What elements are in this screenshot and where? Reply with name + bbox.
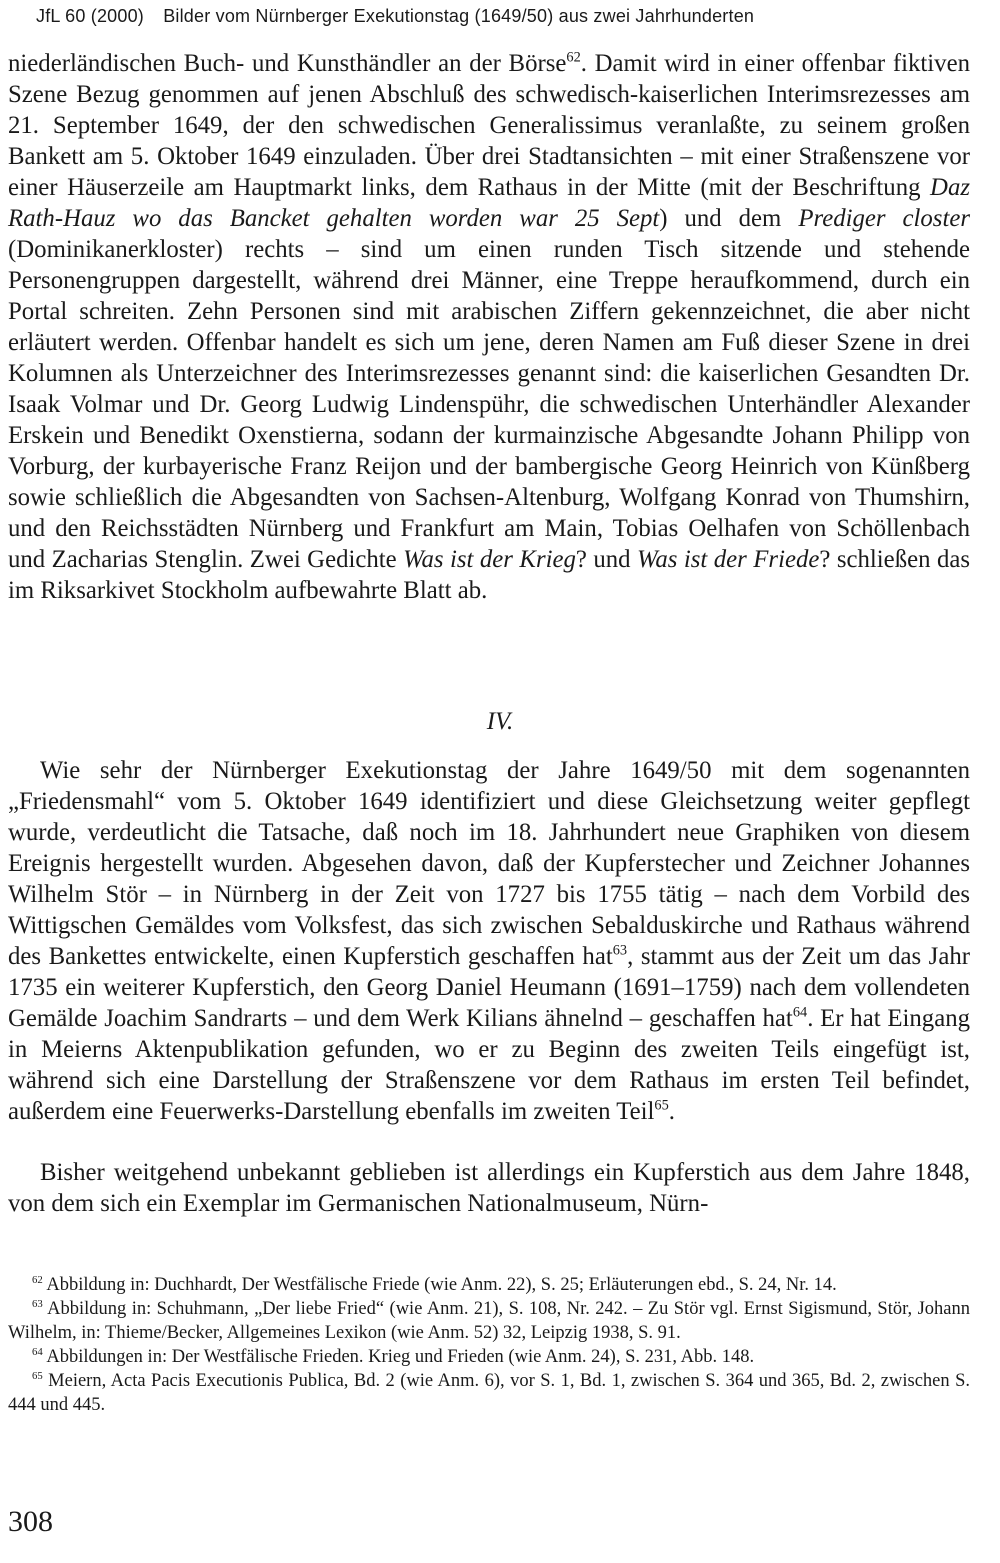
text-run: , stammt aus der Zeit um das Jahr 1735 ein weiterer Kupferstich, den Georg Daniel Heumann (1691–1759) nach dem vollendeten Gemälde Joachim Sandrarts – und dem Werk Kilians ähnelnd – geschaffen hat — [8, 943, 970, 1032]
footnote-ref-62[interactable]: 62 — [566, 49, 581, 66]
article-title: Bilder vom Nürnberger Exekutionstag (1649/50) aus zwei Jahrhunderten — [163, 6, 755, 26]
body-paragraph-2 — [8, 755, 970, 1127]
footnote-64 — [8, 1345, 970, 1369]
footnote-number: 62 — [32, 1273, 43, 1286]
running-head — [36, 6, 976, 27]
italic-quote: Daz Rath-Hauz wo das Bancket gehalten worden war 25 Sept — [8, 174, 970, 232]
text-run: niederländischen Buch- und Kunsthändler an der Börse — [8, 50, 567, 77]
footnote-ref-64[interactable]: 64 — [792, 1004, 808, 1021]
footnote-text: Abbildungen in: Der Westfälische Frieden. Krieg und Frieden (wie Anm. 24), S. 231, Abb. 148. — [46, 1347, 755, 1367]
footnote-62 — [8, 1273, 970, 1297]
footnote-65 — [8, 1369, 970, 1417]
text-run: (Dominikanerkloster) rechts – sind um einen runden Tisch sitzende und stehende Personengruppen dargestellt, während drei Männer, eine Treppe heraufkommend, durch ein Portal schreiten. Zehn Personen sind mit arabischen Ziffern gekennzeichnet, die aber nicht erläutert werden. Offenbar handelt es sich um jene, deren Namen am Fuß dieser Szene in drei Kolumnen als Unterzeichner des Interimsrezesses genannt sind: die kaiserlichen Gesandten Dr. Isaak Volmar und Dr. Georg Ludwig Lindenspühr, die schwedischen Unterhändler Alexander Erskein und Benedikt Oxenstierna, sodann der kurmainzische Abgesandte Johann Philipp von Vorburg, der kurbayerische Franz Reijon und der bambergische Georg Heinrich von Künßberg sowie schließlich die Abgesandten von Sachsen-Altenburg, Wolfgang Konrad von Thumshirn, und den Reichsstädten Nürnberg und Frankfurt am Main, Tobias Oelhafen von Schöllenbach und Zacharias Stenglin. Zwei Gedichte — [8, 236, 970, 573]
italic-title: Was ist der Krieg — [403, 546, 576, 573]
text-run: . Damit wird in einer offenbar fiktiven Szene Bezug genommen auf jenen Abschluß des schwedisch-kaiserlichen Interimsrezesses am 21. September 1649, der den schwedischen Generalissimus veranlaßte, zu seinem großen Bankett am 5. Oktober 1649 einzuladen. Über drei Stadtansichten – mit einer Straßenszene vor einer Häuserzeile am Hauptmarkt links, dem Rathaus in der Mitte (mit der Beschriftung — [8, 50, 970, 201]
section-heading: IV. — [486, 708, 514, 735]
body-paragraph-3: Bisher weitgehend unbekannt geblieben ist allerdings ein Kupferstich aus dem Jahre 1848, von dem sich ein Exemplar im Germanischen Nationalmuseum, Nürn- — [8, 1159, 970, 1217]
journal-reference: JfL 60 (2000) — [36, 6, 144, 26]
text-run: ? und — [575, 546, 638, 573]
italic-title: Was ist der Friede — [637, 546, 820, 573]
body-paragraph-1 — [8, 48, 970, 606]
footnote-text: Meiern, Acta Pacis Executionis Publica, Bd. 2 (wie Anm. 6), vor S. 1, Bd. 1, zwischen S. 364 und 365, Bd. 2, zwischen S. 444 und 445. — [8, 1371, 970, 1415]
footnote-ref-63[interactable]: 63 — [612, 942, 628, 959]
italic-quote: Prediger closter — [798, 205, 970, 232]
footnote-63 — [8, 1297, 970, 1345]
text-run: Wie sehr der Nürnberger Exekutionstag der Jahre 1649/50 mit dem sogenannten „Friedensmahl“ vom 5. Oktober 1649 identifiziert und diese Gleichsetzung weiter gepflegt wurde, verdeutlicht die Tatsache, daß noch im 18. Jahrhundert neue Graphiken von diesem Ereignis hergestellt wurden. Abgesehen davon, daß der Kupferstecher und Zeichner Johannes Wilhelm Stör – in Nürnberg in der Zeit von 1727 bis 1755 tätig – nach dem Vorbild des Wittigschen Gemäldes vom Volksfest, das sich zwischen Sebalduskirche und Rathaus während des Bankettes entwickelte, einen Kupferstich geschaffen hat — [8, 757, 970, 970]
footnote-text: Abbildung in: Duchhardt, Der Westfälische Friede (wie Anm. 22), S. 25; Erläuterungen ebd., S. 24, Nr. 14. — [46, 1275, 837, 1295]
text-run: . Er hat Eingang in Meierns Aktenpublikation gefunden, wo er zu Beginn des zweiten Teils eingefügt ist, während sich eine Darstellung der Straßenszene vor dem Rathaus im ersten Teil befindet, außerdem eine Feuerwerks-Darstellung ebenfalls im zweiten Teil — [8, 1005, 970, 1125]
footnote-number: 65 — [32, 1369, 43, 1382]
footnote-ref-65[interactable]: 65 — [654, 1097, 669, 1114]
footnotes — [8, 1273, 970, 1417]
footnote-number: 64 — [32, 1345, 43, 1358]
footnote-text: Abbildung in: Schuhmann, „Der liebe Fried“ (wie Anm. 21), S. 108, Nr. 242. – Zu Stör vgl. Ernst Sigismund, Stör, Johann Wilhelm, in: Thieme/Becker, Allgemeines Lexikon (wie Anm. 52) 32, Leipzig 1938, S. 91. — [8, 1299, 970, 1343]
page-number: 308 — [8, 1505, 53, 1538]
text-run: ) und dem — [659, 205, 799, 232]
text-run: . — [668, 1098, 675, 1125]
footnote-number: 63 — [32, 1297, 43, 1310]
text-run: ? schließen das im Riksarkivet Stockholm aufbewahrte Blatt ab. — [8, 546, 970, 604]
